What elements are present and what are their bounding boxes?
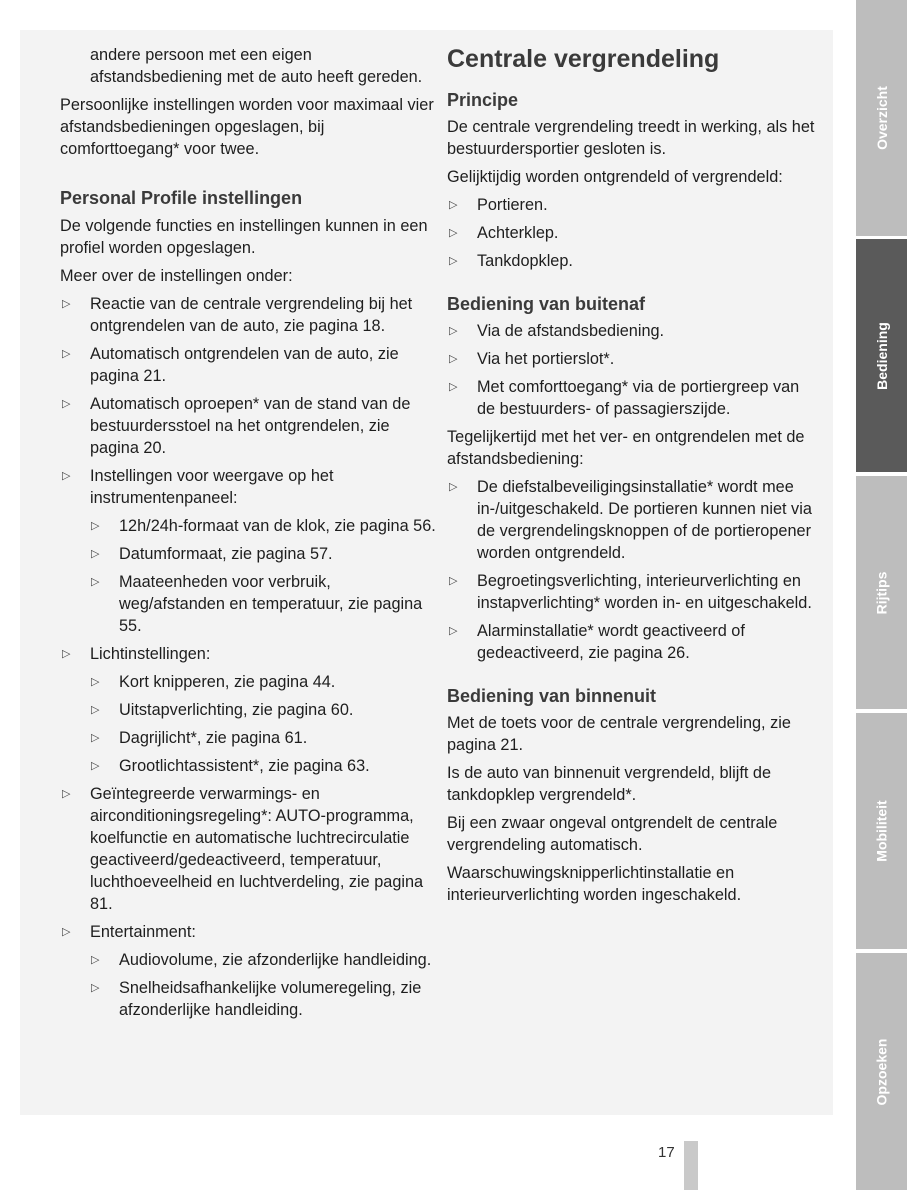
list-item: ▷ Instellingen voor weergave op het instrumentenpaneel: bbox=[62, 467, 334, 507]
bullet-triangle-icon: ▷ bbox=[449, 353, 458, 365]
bullet-triangle-icon: ▷ bbox=[91, 704, 100, 716]
left-column bbox=[60, 30, 440, 1027]
bullet-triangle-icon: ▷ bbox=[62, 788, 71, 800]
tab-bediening[interactable]: Bediening bbox=[856, 239, 907, 472]
sub-list-item: ▷ Kort knipperen, zie pagina 44. bbox=[91, 673, 336, 691]
right-column bbox=[447, 30, 817, 912]
list-item: ▷ Achterklep. bbox=[449, 224, 559, 242]
list-item: ▷ Automatisch ontgrendelen van de auto, zie pagina 21. bbox=[62, 345, 399, 385]
bullet-triangle-icon: ▷ bbox=[449, 575, 458, 587]
bullet-triangle-icon: ▷ bbox=[62, 348, 71, 360]
bullet-triangle-icon: ▷ bbox=[91, 760, 100, 772]
list-item: ▷ Via het portierslot*. bbox=[449, 350, 615, 368]
binnenuit-paragraph: Met de toets voor de centrale vergrendeling, zie pagina 21. bbox=[447, 714, 791, 754]
list-item: ▷ Lichtinstellingen: bbox=[62, 645, 211, 663]
sub-list-item: ▷ Snelheidsafhankelijke volumeregeling, zie afzonderlijke handleiding. bbox=[91, 979, 422, 1019]
tab-overzicht[interactable]: Overzicht bbox=[856, 0, 907, 236]
binnenuit-paragraph: Bij een zwaar ongeval ontgrendelt de centrale vergrendeling automatisch. bbox=[447, 814, 778, 854]
sub-list-item: ▷ 12h/24h-formaat van de klok, zie pagina 56. bbox=[91, 517, 436, 535]
bullet-triangle-icon: ▷ bbox=[449, 199, 458, 211]
page-content-panel bbox=[20, 30, 833, 1115]
bullet-triangle-icon: ▷ bbox=[449, 625, 458, 637]
bullet-triangle-icon: ▷ bbox=[449, 227, 458, 239]
bullet-triangle-icon: ▷ bbox=[91, 520, 100, 532]
list-item: ▷ Automatisch oproepen* van de stand van de bestuurdersstoel na het ontgrendelen, zie pagina 20. bbox=[62, 395, 411, 457]
section-heading-binnenuit: Bediening van binnenuit bbox=[447, 686, 657, 706]
buitenaf-paragraph: Tegelijkertijd met het ver- en ontgrendelen met de afstandsbediening: bbox=[447, 428, 805, 468]
page-number: 17 bbox=[658, 1144, 675, 1161]
list-item: ▷ Begroetingsverlichting, interieurverlichting en instapverlichting* worden in- en uitgeschakeld. bbox=[449, 572, 812, 612]
bullet-triangle-icon: ▷ bbox=[62, 398, 71, 410]
page-title: Centrale vergrendeling bbox=[447, 45, 720, 73]
list-item: ▷ De diefstalbeveiligingsinstallatie* wordt mee in-/uitgeschakeld. De portieren kunnen niet via de vergrendelingsknoppen of de portieropener worden ontgrendeld. bbox=[449, 478, 812, 562]
list-item: ▷ Via de afstandsbediening. bbox=[449, 322, 665, 340]
settings-list bbox=[60, 293, 440, 1021]
sub-list-item: ▷ Audiovolume, zie afzonderlijke handleiding. bbox=[91, 951, 432, 969]
bullet-triangle-icon: ▷ bbox=[91, 954, 100, 966]
buitenaf-list bbox=[447, 320, 817, 420]
intro-continuation: andere persoon met een eigen afstandsbediening met de auto heeft gereden. bbox=[90, 46, 423, 86]
bullet-triangle-icon: ▷ bbox=[91, 576, 100, 588]
bullet-triangle-icon: ▷ bbox=[449, 481, 458, 493]
list-item: ▷ Entertainment: bbox=[62, 923, 196, 941]
list-item: ▷ Alarminstallatie* wordt geactiveerd of gedeactiveerd, zie pagina 26. bbox=[449, 622, 745, 662]
sub-list-item: ▷ Dagrijlicht*, zie pagina 61. bbox=[91, 729, 308, 747]
binnenuit-paragraph: Is de auto van binnenuit vergrendeld, blijft de tankdopklep vergrendeld*. bbox=[447, 764, 772, 804]
bullet-triangle-icon: ▷ bbox=[62, 298, 71, 310]
bullet-triangle-icon: ▷ bbox=[449, 381, 458, 393]
bullet-triangle-icon: ▷ bbox=[91, 676, 100, 688]
tab-mobiliteit[interactable]: Mobiliteit bbox=[856, 713, 907, 949]
sub-list-item: ▷ Maateenheden voor verbruik, weg/afstanden en temperatuur, zie pagina 55. bbox=[91, 573, 423, 635]
bullet-triangle-icon: ▷ bbox=[91, 732, 100, 744]
bullet-triangle-icon: ▷ bbox=[91, 982, 100, 994]
list-item: ▷ Geïntegreerde verwarmings- en airconditioningsregeling*: AUTO-programma, koelfunctie en automatische luchtrecirculatie geactiveerd/gedeactiveerd, temperatuur, luchthoeveelheid en luchtverdeling, zie pagina 81. bbox=[62, 785, 424, 913]
tab-rijtips[interactable]: Rijtips bbox=[856, 476, 907, 709]
settings-intro: Meer over de instellingen onder: bbox=[60, 267, 293, 285]
principe-paragraph: Gelijktijdig worden ontgrendeld of vergrendeld: bbox=[447, 168, 783, 186]
list-item: ▷ Portieren. bbox=[449, 196, 548, 214]
list-item: ▷ Tankdopklep. bbox=[449, 252, 573, 270]
intro-paragraph: Persoonlijke instellingen worden voor maximaal vier afstandsbedieningen opgeslagen, bij comforttoegang* voor twee. bbox=[60, 96, 434, 158]
principe-list bbox=[447, 194, 817, 272]
bullet-triangle-icon: ▷ bbox=[62, 648, 71, 660]
binnenuit-paragraph: Waarschuwingsknipperlichtinstallatie en interieurverlichting worden ingeschakeld. bbox=[447, 864, 742, 904]
sub-list-item: ▷ Grootlichtassistent*, zie pagina 63. bbox=[91, 757, 370, 775]
list-item: ▷ Reactie van de centrale vergrendeling bij het ontgrendelen van de auto, zie pagina 18. bbox=[62, 295, 413, 335]
tab-opzoeken[interactable]: Opzoeken bbox=[856, 953, 907, 1190]
sub-list-item: ▷ Uitstapverlichting, zie pagina 60. bbox=[91, 701, 354, 719]
bullet-triangle-icon: ▷ bbox=[62, 926, 71, 938]
bullet-triangle-icon: ▷ bbox=[449, 325, 458, 337]
chapter-tab-sidebar bbox=[856, 0, 907, 1190]
page-number-bar bbox=[684, 1141, 698, 1190]
list-item: ▷ Met comforttoegang* via de portiergreep van de bestuurders- of passagierszijde. bbox=[449, 378, 800, 418]
section-heading-buitenaf: Bediening van buitenaf bbox=[447, 294, 646, 314]
bullet-triangle-icon: ▷ bbox=[91, 548, 100, 560]
personal-profile-paragraph: De volgende functies en instellingen kunnen in een profiel worden opgeslagen. bbox=[60, 217, 428, 257]
principe-paragraph: De centrale vergrendeling treedt in werking, als het bestuurdersportier gesloten is. bbox=[447, 118, 815, 158]
sub-list-item: ▷ Datumformaat, zie pagina 57. bbox=[91, 545, 333, 563]
bullet-triangle-icon: ▷ bbox=[449, 255, 458, 267]
buitenaf-list-2 bbox=[447, 476, 817, 664]
section-heading-principe: Principe bbox=[447, 90, 519, 110]
section-heading-personal-profile: Personal Profile instellingen bbox=[60, 188, 303, 208]
bullet-triangle-icon: ▷ bbox=[62, 470, 71, 482]
